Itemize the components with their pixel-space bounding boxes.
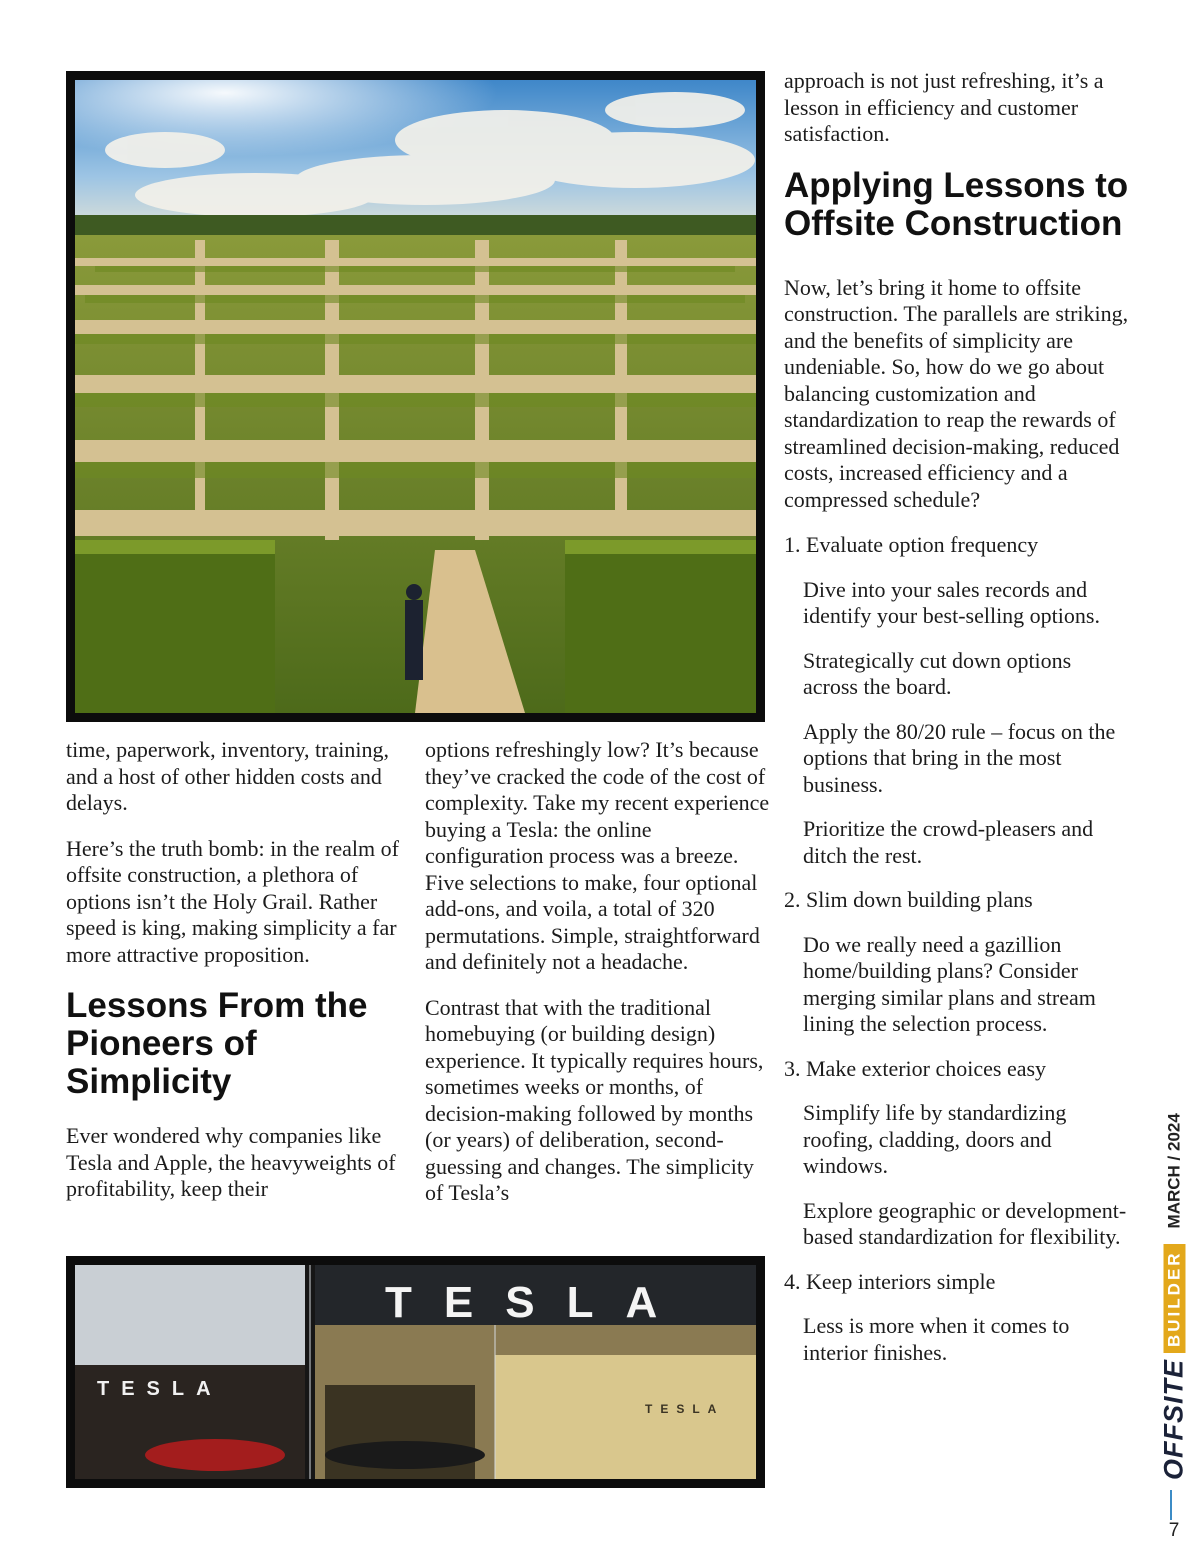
article-column-2 — [425, 737, 770, 1226]
brand-builder: BUILDER — [1163, 1244, 1185, 1353]
list-sub-item: Do we really need a gazillion home/building plans? Consider merging similar plans and stream lining the selection process. — [803, 931, 1096, 1036]
list-item-title: 3. Make exterior choices easy — [784, 1055, 1047, 1081]
column-2-paragraph-1: options refreshingly low? It’s because they’ve cracked the code of the cost of complexity. Take my recent experience buying a Tesla: the online configuration process was a breeze. Five selections to make, four optional add-ons, and voila, a total of 320 permutations. Simple, straightforward and definitely not a headache. — [425, 737, 770, 974]
list-sub-item: Strategically cut down options across the board. — [803, 647, 1072, 699]
numbered-list — [784, 532, 1129, 1366]
list-sub-item: Explore geographic or development-based standardization for flexibility. — [803, 1197, 1127, 1249]
section-heading-pioneers: Lessons From the Pioneers of Simplicity — [66, 986, 368, 1101]
maze-illustration — [75, 80, 756, 713]
list-sub-item: Dive into your sales records and identify your best-selling options. — [803, 576, 1100, 628]
issue-date: MARCH / 2024 — [1164, 1113, 1183, 1229]
sidebar-divider — [1170, 1490, 1172, 1520]
page-number: 7 — [1168, 1520, 1180, 1541]
article-column-3 — [784, 68, 1129, 1384]
column-3-paragraph-1: approach is not just refreshing, it’s a lesson in efficiency and customer satisfaction. — [784, 68, 1104, 146]
tesla-showroom-photo — [66, 1256, 765, 1488]
list-sub-item: Less is more when it comes to interior finishes. — [803, 1313, 1070, 1365]
maze-photo — [66, 71, 765, 722]
showroom-illustration — [75, 1265, 756, 1479]
brand-offsite: OFFSITE — [1158, 1359, 1189, 1480]
column-2-paragraph-2: Contrast that with the traditional homebuying (or building design) experience. It typically requires hours, sometimes weeks or months, of decision-making followed by months (or years) of deliberation, second-guessing and changes. The simplicity of Tesla’s — [425, 994, 764, 1205]
list-item-title: 1. Evaluate option frequency — [784, 532, 1039, 557]
magazine-sidebar — [1158, 1113, 1189, 1480]
tesla-sign-interior: TESLA — [645, 1402, 725, 1416]
tesla-sign-large: TESLA — [385, 1278, 690, 1327]
section-heading-applying-lessons: Applying Lessons to Offsite Construction — [784, 165, 1129, 243]
list-sub-item: Prioritize the crowd-pleasers and ditch the rest. — [803, 816, 1094, 868]
tesla-sign-small: TESLA — [97, 1378, 223, 1400]
column-1-paragraph-3: Ever wondered why companies like Tesla and Apple, the heavyweights of profitability, keep their — [66, 1123, 396, 1201]
list-item-title: 4. Keep interiors simple — [784, 1268, 996, 1294]
article-column-1 — [66, 737, 411, 1222]
column-1-paragraph-1: time, paperwork, inventory, training, and a host of other hidden costs and delays. — [66, 737, 389, 815]
list-item-title: 2. Slim down building plans — [784, 887, 1033, 912]
list-sub-item: Apply the 80/20 rule – focus on the options that bring in the most business. — [803, 718, 1116, 797]
column-1-paragraph-2: Here’s the truth bomb: in the realm of offsite construction, a plethora of options isn’t the Holy Grail. Rather speed is king, making simplicity a far more attractive proposition. — [66, 835, 399, 967]
list-sub-item: Simplify life by standardizing roofing, cladding, doors and windows. — [803, 1100, 1067, 1178]
column-3-paragraph-2: Now, let’s bring it home to offsite construction. The parallels are striking, and the benefits of simplicity are undeniable. So, how do we go about balancing customization and standardization to reap the rewards of streamlined decision-making, reduced costs, increased efficiency and a compressed schedule? — [784, 274, 1129, 512]
